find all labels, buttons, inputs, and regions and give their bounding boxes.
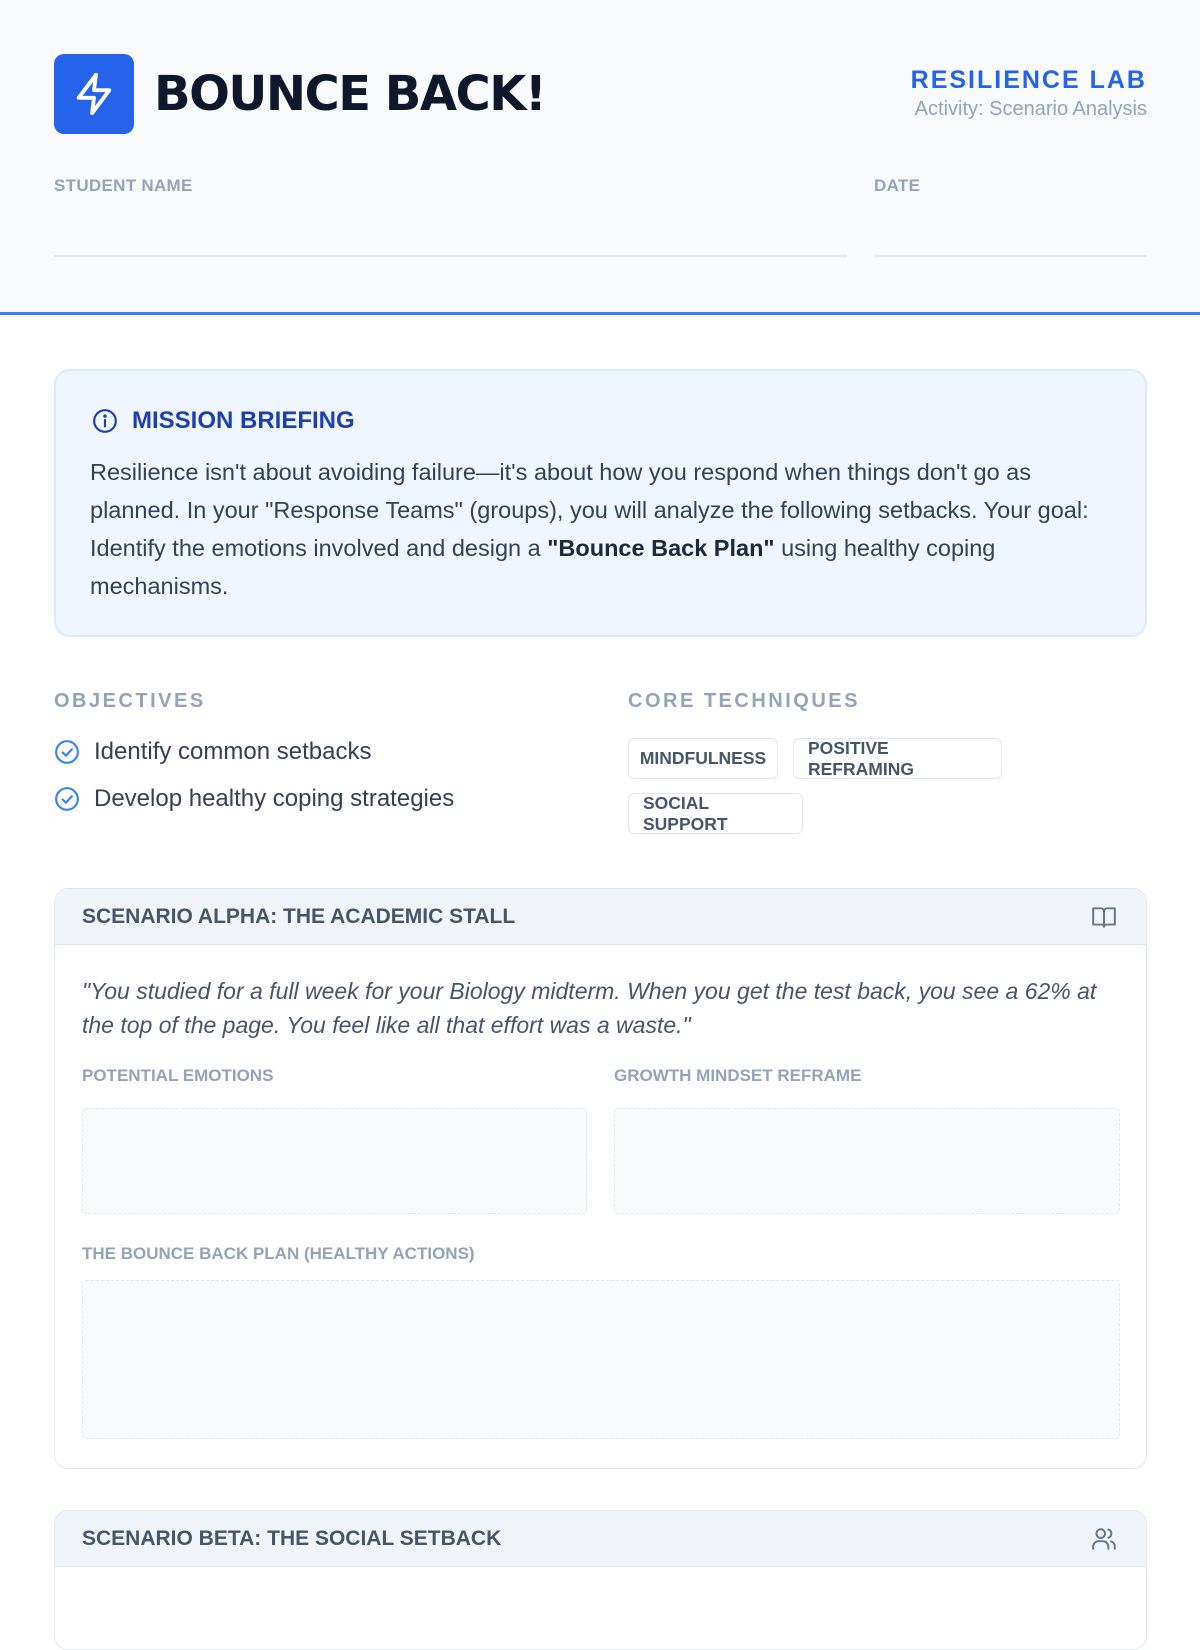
check-circle-icon	[54, 786, 80, 812]
objectives-heading: OBJECTIVES	[54, 690, 206, 712]
briefing-text	[90, 453, 1110, 605]
technique-tag: SOCIAL SUPPORT	[628, 793, 803, 834]
check-circle-icon	[54, 739, 80, 765]
page-title: BOUNCE BACK!	[154, 66, 546, 122]
objective-item	[54, 738, 371, 766]
reframe-answer-box[interactable]	[614, 1108, 1120, 1214]
briefing-title: MISSION BRIEFING	[132, 407, 355, 434]
activity-subtitle: Activity: Scenario Analysis	[914, 98, 1147, 120]
scenario-card	[54, 1510, 1147, 1650]
objective-label: Develop healthy coping strategies	[94, 785, 455, 812]
scenario-title: SCENARIO BETA: THE SOCIAL SETBACK	[82, 1527, 502, 1550]
student-name-field[interactable]	[54, 255, 847, 257]
plan-answer-box[interactable]	[82, 1280, 1120, 1439]
book-open-icon	[1090, 904, 1118, 930]
lab-name: RESILIENCE LAB	[910, 66, 1147, 94]
lightning-bolt-icon	[71, 71, 117, 117]
briefing-text-intro: Resilience isn't about avoiding failure—it's about how you respond when things don't go as planned. In your "Response Teams" (groups), you will analyze the following setbacks. Your goal: Identify the emotions involved and design a	[90, 459, 1089, 561]
reframe-label: GROWTH MINDSET REFRAME	[614, 1066, 862, 1085]
objective-label: Identify common setbacks	[94, 738, 372, 765]
technique-tag: MINDFULNESS	[628, 738, 778, 779]
technique-tag: POSITIVE REFRAMING	[793, 738, 1002, 779]
briefing-heading	[92, 407, 355, 435]
briefing-text-outro: using healthy coping mechanisms.	[90, 535, 996, 599]
scenario-title: SCENARIO ALPHA: THE ACADEMIC STALL	[82, 905, 516, 928]
scenario-quote: "You studied for a full week for your Biology midterm. When you get the test back, you see a 62% at the top of the page. You feel like all that effort was a waste."	[82, 978, 1097, 1038]
date-label: DATE	[874, 176, 921, 195]
emotions-answer-box[interactable]	[82, 1108, 587, 1214]
mission-briefing	[54, 369, 1147, 637]
objective-item	[54, 785, 454, 813]
scenario-header	[55, 1511, 1146, 1567]
worksheet-header	[0, 0, 1200, 315]
logo	[54, 54, 134, 134]
plan-label: THE BOUNCE BACK PLAN (HEALTHY ACTIONS)	[82, 1244, 475, 1263]
techniques-heading: CORE TECHNIQUES	[628, 690, 860, 712]
briefing-text-emphasis: "Bounce Back Plan"	[547, 535, 775, 561]
emotions-label: POTENTIAL EMOTIONS	[82, 1066, 274, 1085]
student-name-label: STUDENT NAME	[54, 176, 193, 195]
scenario-card	[54, 888, 1147, 1469]
users-icon	[1090, 1526, 1118, 1552]
date-field[interactable]	[874, 255, 1147, 257]
info-icon	[92, 408, 118, 434]
scenario-header	[55, 889, 1146, 945]
